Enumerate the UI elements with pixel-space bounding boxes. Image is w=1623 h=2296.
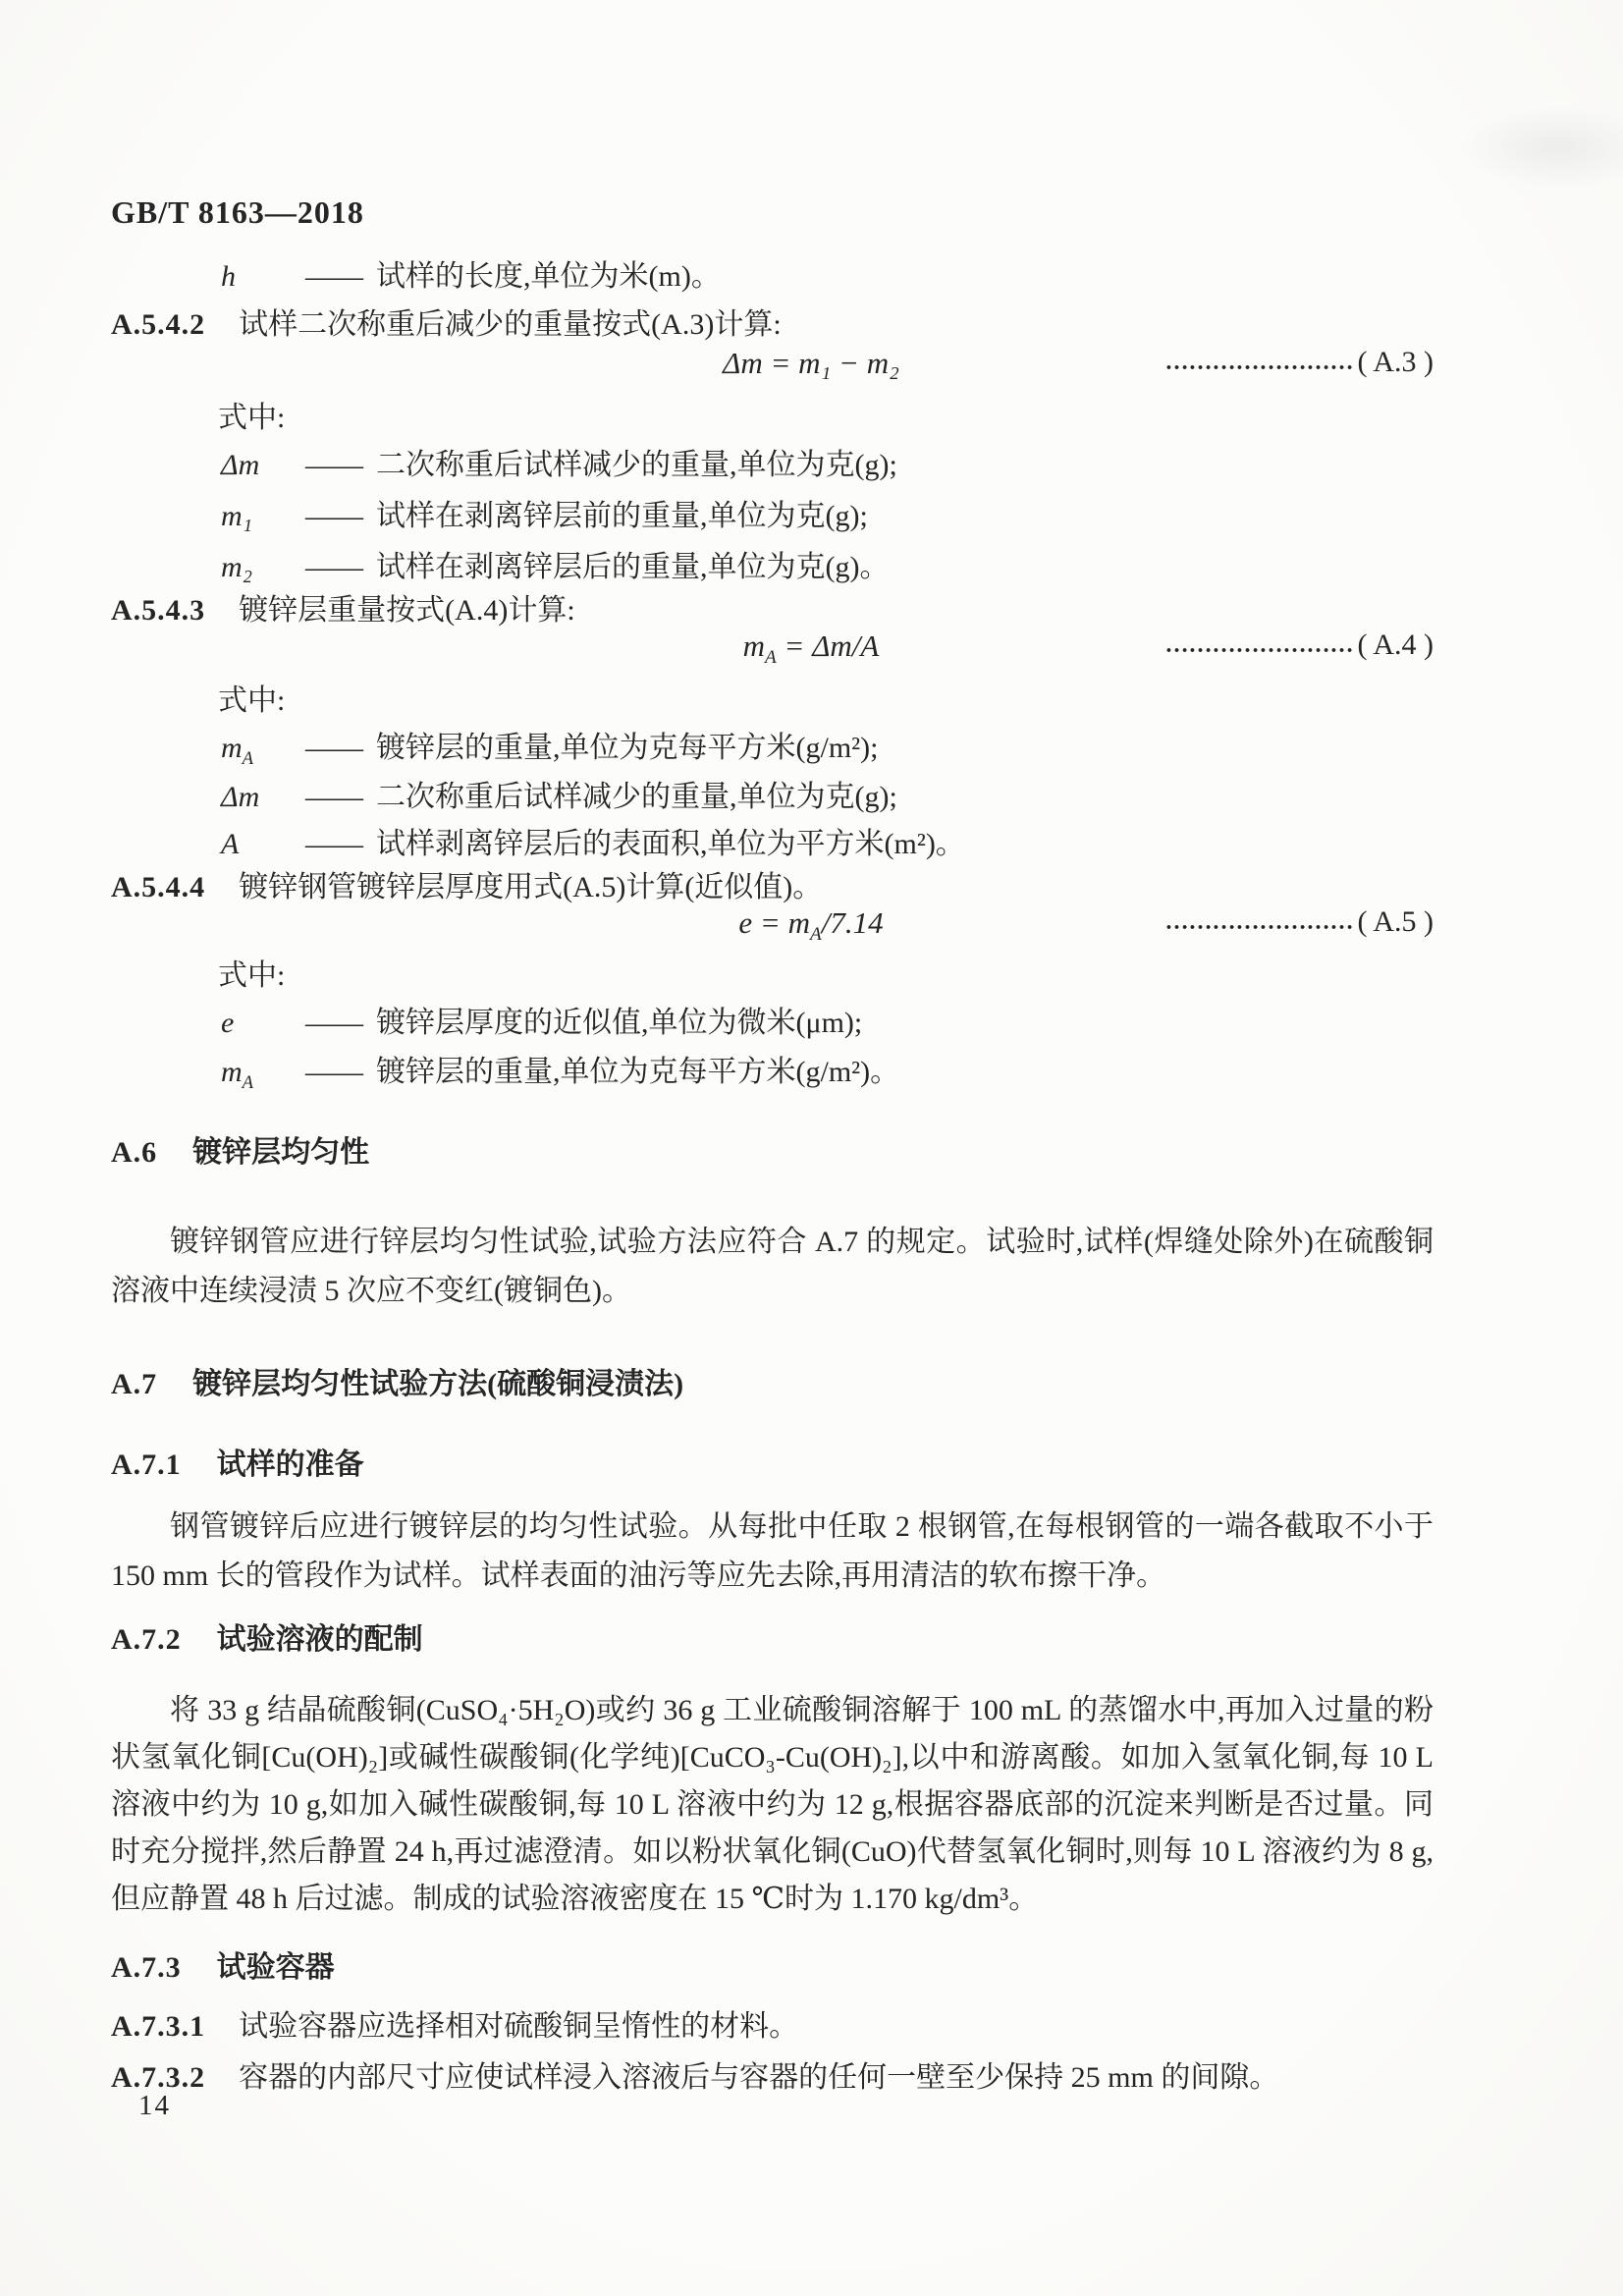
section-title: 试验溶液的配制 xyxy=(216,1623,423,1656)
section-number: A.7.3 xyxy=(111,1951,182,1984)
section-title: 试验容器 xyxy=(216,1951,335,1984)
where-label: 式中: xyxy=(218,959,286,992)
clause-text: 镀锌层重量按式(A.4)计算: xyxy=(239,594,575,627)
formula-base: m xyxy=(742,629,766,663)
dash: —— xyxy=(305,551,362,583)
section-heading-a7 xyxy=(111,1359,683,1402)
dash: —— xyxy=(305,500,362,532)
section-title: 试样的准备 xyxy=(216,1449,364,1481)
variable-symbol: m₁ xyxy=(221,500,253,532)
page-number: 14 xyxy=(138,2090,171,2121)
definition-row xyxy=(221,723,879,769)
section-heading-a6 xyxy=(111,1127,369,1171)
definition-row xyxy=(221,542,889,585)
where-label: 式中: xyxy=(218,402,286,434)
definition-text: 试样在剥离锌层前的重量,单位为克(g); xyxy=(376,500,868,532)
variable-symbol: h xyxy=(221,260,236,293)
section-number: A.7 xyxy=(111,1368,158,1400)
definition-row xyxy=(221,819,965,862)
section-title: 镀锌层均匀性试验方法(硫酸铜浸渍法) xyxy=(192,1368,684,1400)
dash: —— xyxy=(305,1007,362,1039)
clause-a542 xyxy=(111,300,782,343)
equation-number xyxy=(1165,629,1434,662)
section-heading-a73 xyxy=(111,1942,335,1986)
dash: —— xyxy=(305,828,362,860)
definition-row xyxy=(221,251,721,295)
definition-text: 镀锌层的重量,单位为克每平方米(g/m²); xyxy=(376,732,879,764)
clause-a543 xyxy=(111,585,575,629)
formula-row-a3 xyxy=(111,346,1434,385)
definition-text: 试样在剥离锌层后的重量,单位为克(g)。 xyxy=(376,551,890,583)
variable-symbol xyxy=(221,732,305,769)
clause-a731 xyxy=(111,2001,798,2045)
definition-row xyxy=(221,1047,900,1093)
clause-number: A.5.4.3 xyxy=(111,594,206,627)
clause-number: A.7.3.2 xyxy=(111,2061,206,2094)
where-label: 式中: xyxy=(218,684,286,717)
definition-text: 二次称重后试样减少的重量,单位为克(g); xyxy=(376,449,897,481)
paragraph-a72: 将 33 g 结晶硫酸铜(CuSO₄·5H₂O)或约 36 g 工业硫酸铜溶解于 100 mL 的蒸馏水中,再加入过量的粉状氢氧化铜[Cu(OH)₂]或碱性碳酸铜(化学纯)[CuCO₃-Cu(OH)₂],以中和游离酸。如加入氢氧化铜,每 10 L 溶液中约为 10 g,如加入碱性碳酸铜,每 10 L 溶液中约为 12 g,根据容器底部的沉淀来判断是否过量。同时充分搅拌,然后静置 24 h,再过滤澄清。如以粉状氧化铜(CuO)代替氢氧化铜时,则每 10 L 溶液约为 8 g,但应静置 48 h 后过滤。制成的试验溶液密度在 15 ℃时为 1.170 kg/dm³。 xyxy=(111,1694,1434,1915)
clause-text: 试样二次称重后减少的重量按式(A.3)计算: xyxy=(239,308,782,341)
definition-text: 镀锌层的重量,单位为克每平方米(g/m²)。 xyxy=(376,1056,900,1088)
paragraph-a6: 镀锌钢管应进行锌层均匀性试验,试验方法应符合 A.7 的规定。试验时,试样(焊缝处除外)在硫酸铜溶液中连续浸渍 5 次应不变红(镀铜色)。 xyxy=(111,1226,1434,1307)
paragraph-a71: 钢管镀锌后应进行镀锌层的均匀性试验。从每批中任取 2 根钢管,在每根钢管的一端各截取不小于 150 mm 长的管段作为试样。试样表面的油污等应先去除,再用清洁的软布擦干净。 xyxy=(111,1510,1434,1592)
section-title: 镀锌层均匀性 xyxy=(192,1136,370,1169)
definition-row xyxy=(221,440,897,483)
equation-number xyxy=(1165,905,1434,939)
clause-number: A.7.3.1 xyxy=(111,2010,206,2043)
dash: —— xyxy=(305,1056,362,1088)
symbol-subscript: A xyxy=(242,1072,254,1093)
formula xyxy=(742,629,880,669)
symbol-base: m xyxy=(221,1056,243,1088)
definition-text: 镀锌层厚度的近似值,单位为微米(μm); xyxy=(376,1007,863,1039)
dash: —— xyxy=(305,732,362,764)
definition-row xyxy=(221,772,897,815)
equation-label: ( A.4 ) xyxy=(1357,629,1434,661)
variable-symbol: Δm xyxy=(221,781,260,813)
clause-number: A.5.4.2 xyxy=(111,308,206,341)
formula-row-a4 xyxy=(111,629,1434,668)
clause-text: 试验容器应选择相对硫酸铜呈惰性的材料。 xyxy=(239,2010,799,2043)
equation-label: ( A.5 ) xyxy=(1357,905,1434,938)
variable-symbol: A xyxy=(221,828,240,860)
definition-row xyxy=(221,998,862,1041)
definition-text: 试样剥离锌层后的表面积,单位为平方米(m²)。 xyxy=(376,828,965,860)
formula xyxy=(738,905,884,946)
clause-a732 xyxy=(111,2052,1278,2096)
section-number: A.7.1 xyxy=(111,1449,182,1481)
variable-symbol: e xyxy=(221,1007,235,1039)
standard-code: GB/T 8163—2018 xyxy=(111,194,364,230)
section-heading-a72 xyxy=(111,1614,423,1658)
section-number: A.7.2 xyxy=(111,1623,182,1656)
dash: —— xyxy=(305,449,362,481)
variable-symbol xyxy=(221,1056,305,1093)
formula-base: e = m xyxy=(738,905,810,940)
section-heading-a71 xyxy=(111,1440,364,1483)
equation-number xyxy=(1165,346,1434,379)
clause-a544 xyxy=(111,862,822,905)
variable-symbol: Δm xyxy=(221,449,260,481)
variable-symbol: m₂ xyxy=(221,551,253,583)
equation-label: ( A.3 ) xyxy=(1357,346,1434,378)
formula-subscript: A xyxy=(809,924,822,946)
dash: —— xyxy=(305,781,362,813)
section-number: A.6 xyxy=(111,1136,158,1169)
clause-number: A.5.4.4 xyxy=(111,871,206,903)
symbol-base: m xyxy=(221,732,243,764)
definition-text: 二次称重后试样减少的重量,单位为克(g); xyxy=(376,781,897,813)
clause-text: 镀锌钢管镀锌层厚度用式(A.5)计算(近似值)。 xyxy=(239,871,823,903)
formula-row-a5 xyxy=(111,905,1434,945)
leader-dots: …………………… xyxy=(1164,350,1354,375)
definition-text: 试样的长度,单位为米(m)。 xyxy=(376,260,721,293)
clause-text: 容器的内部尺寸应使试样浸入溶液后与容器的任何一壁至少保持 25 mm 的间隙。 xyxy=(239,2061,1279,2094)
formula-subscript: A xyxy=(765,647,777,669)
symbol-subscript: A xyxy=(242,748,254,769)
definition-row xyxy=(221,491,868,534)
leader-dots: …………………… xyxy=(1164,632,1354,658)
dash: —— xyxy=(305,260,362,293)
formula-rest: = Δm/A xyxy=(776,629,880,663)
formula: Δm = m₁ − m₂ xyxy=(723,346,899,380)
leader-dots: …………………… xyxy=(1164,909,1354,935)
formula-rest: /7.14 xyxy=(821,905,884,940)
